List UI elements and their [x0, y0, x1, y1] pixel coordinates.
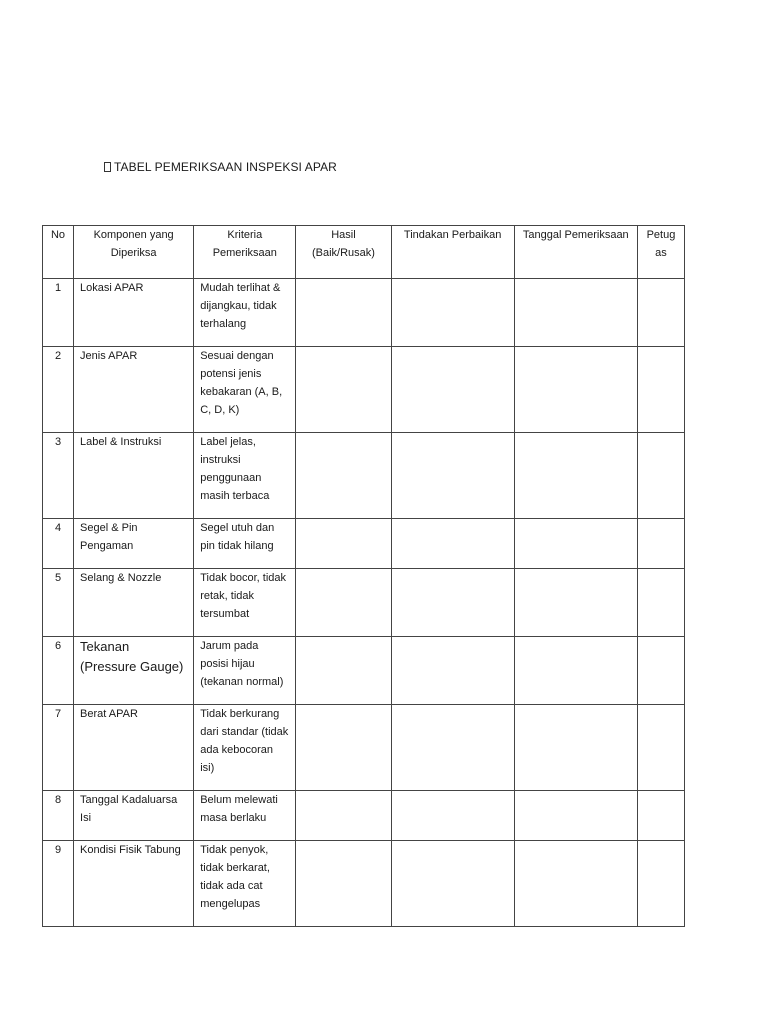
cell-tindakan[interactable]: [391, 279, 514, 347]
table-row: [43, 279, 685, 347]
table-row: [43, 705, 685, 791]
cell-no: 8: [43, 791, 74, 841]
cell-tanggal[interactable]: [514, 791, 637, 841]
cell-no: 9: [43, 841, 74, 927]
cell-no: 5: [43, 569, 74, 637]
cell-kriteria: Label jelas, instruksi penggunaan masih terbaca: [194, 433, 296, 519]
cell-hasil[interactable]: [296, 841, 391, 927]
cell-komponen: Berat APAR: [74, 705, 194, 791]
cell-tindakan[interactable]: [391, 569, 514, 637]
inspection-table: [42, 225, 685, 927]
cell-petugas[interactable]: [637, 569, 684, 637]
cell-tanggal[interactable]: [514, 433, 637, 519]
cell-tanggal[interactable]: [514, 569, 637, 637]
cell-no: 7: [43, 705, 74, 791]
table-row: [43, 519, 685, 569]
cell-no: 6: [43, 637, 74, 705]
cell-komponen: Tanggal Kadaluarsa Isi: [74, 791, 194, 841]
cell-komponen: Segel & Pin Pengaman: [74, 519, 194, 569]
cell-petugas[interactable]: [637, 347, 684, 433]
header-tindakan: Tindakan Perbaikan: [391, 226, 514, 279]
header-komponen: Komponen yang Diperiksa: [74, 226, 194, 279]
cell-tanggal[interactable]: [514, 279, 637, 347]
cell-hasil[interactable]: [296, 433, 391, 519]
cell-kriteria: Sesuai dengan potensi jenis kebakaran (A, B, C, D, K): [194, 347, 296, 433]
cell-hasil[interactable]: [296, 519, 391, 569]
cell-hasil[interactable]: [296, 637, 391, 705]
cell-tanggal[interactable]: [514, 841, 637, 927]
cell-tanggal[interactable]: [514, 519, 637, 569]
cell-tanggal[interactable]: [514, 637, 637, 705]
cell-kriteria: Belum melewati masa berlaku: [194, 791, 296, 841]
cell-komponen: Kondisi Fisik Tabung: [74, 841, 194, 927]
cell-hasil[interactable]: [296, 791, 391, 841]
table-row: [43, 637, 685, 705]
header-tanggal: Tanggal Pemeriksaan: [514, 226, 637, 279]
table-header-row: [43, 226, 685, 279]
cell-komponen: Selang & Nozzle: [74, 569, 194, 637]
table-row: [43, 433, 685, 519]
missing-glyph-icon: [104, 162, 111, 172]
cell-komponen: Lokasi APAR: [74, 279, 194, 347]
cell-tindakan[interactable]: [391, 347, 514, 433]
cell-komponen: Label & Instruksi: [74, 433, 194, 519]
cell-tindakan[interactable]: [391, 519, 514, 569]
cell-tindakan[interactable]: [391, 705, 514, 791]
cell-petugas[interactable]: [637, 841, 684, 927]
cell-kriteria: Mudah terlihat & dijangkau, tidak terhalang: [194, 279, 296, 347]
cell-tanggal[interactable]: [514, 347, 637, 433]
table-row: [43, 569, 685, 637]
table-row: [43, 347, 685, 433]
cell-petugas[interactable]: [637, 705, 684, 791]
cell-hasil[interactable]: [296, 279, 391, 347]
cell-hasil[interactable]: [296, 569, 391, 637]
cell-petugas[interactable]: [637, 279, 684, 347]
table-row: [43, 791, 685, 841]
cell-tindakan[interactable]: [391, 791, 514, 841]
header-no: No: [43, 226, 74, 279]
cell-tanggal[interactable]: [514, 705, 637, 791]
cell-petugas[interactable]: [637, 519, 684, 569]
cell-tindakan[interactable]: [391, 433, 514, 519]
cell-tindakan[interactable]: [391, 637, 514, 705]
cell-hasil[interactable]: [296, 347, 391, 433]
cell-hasil[interactable]: [296, 705, 391, 791]
cell-kriteria: Tidak bocor, tidak retak, tidak tersumbat: [194, 569, 296, 637]
cell-petugas[interactable]: [637, 637, 684, 705]
cell-kriteria: Jarum pada posisi hijau (tekanan normal): [194, 637, 296, 705]
cell-petugas[interactable]: [637, 433, 684, 519]
cell-kriteria: Segel utuh dan pin tidak hilang: [194, 519, 296, 569]
document-title-text: TABEL PEMERIKSAAN INSPEKSI APAR: [114, 160, 337, 174]
cell-komponen: Jenis APAR: [74, 347, 194, 433]
cell-no: 2: [43, 347, 74, 433]
cell-no: 1: [43, 279, 74, 347]
header-hasil: Hasil (Baik/Rusak): [296, 226, 391, 279]
table-row: [43, 841, 685, 927]
cell-no: 4: [43, 519, 74, 569]
cell-tindakan[interactable]: [391, 841, 514, 927]
cell-petugas[interactable]: [637, 791, 684, 841]
cell-no: 3: [43, 433, 74, 519]
document-title: [104, 160, 337, 174]
header-kriteria: Kriteria Pemeriksaan: [194, 226, 296, 279]
cell-kriteria: Tidak penyok, tidak berkarat, tidak ada cat mengelupas: [194, 841, 296, 927]
cell-komponen: Tekanan (Pressure Gauge): [74, 637, 194, 705]
header-petugas: Petugas: [637, 226, 684, 279]
cell-kriteria: Tidak berkurang dari standar (tidak ada kebocoran isi): [194, 705, 296, 791]
